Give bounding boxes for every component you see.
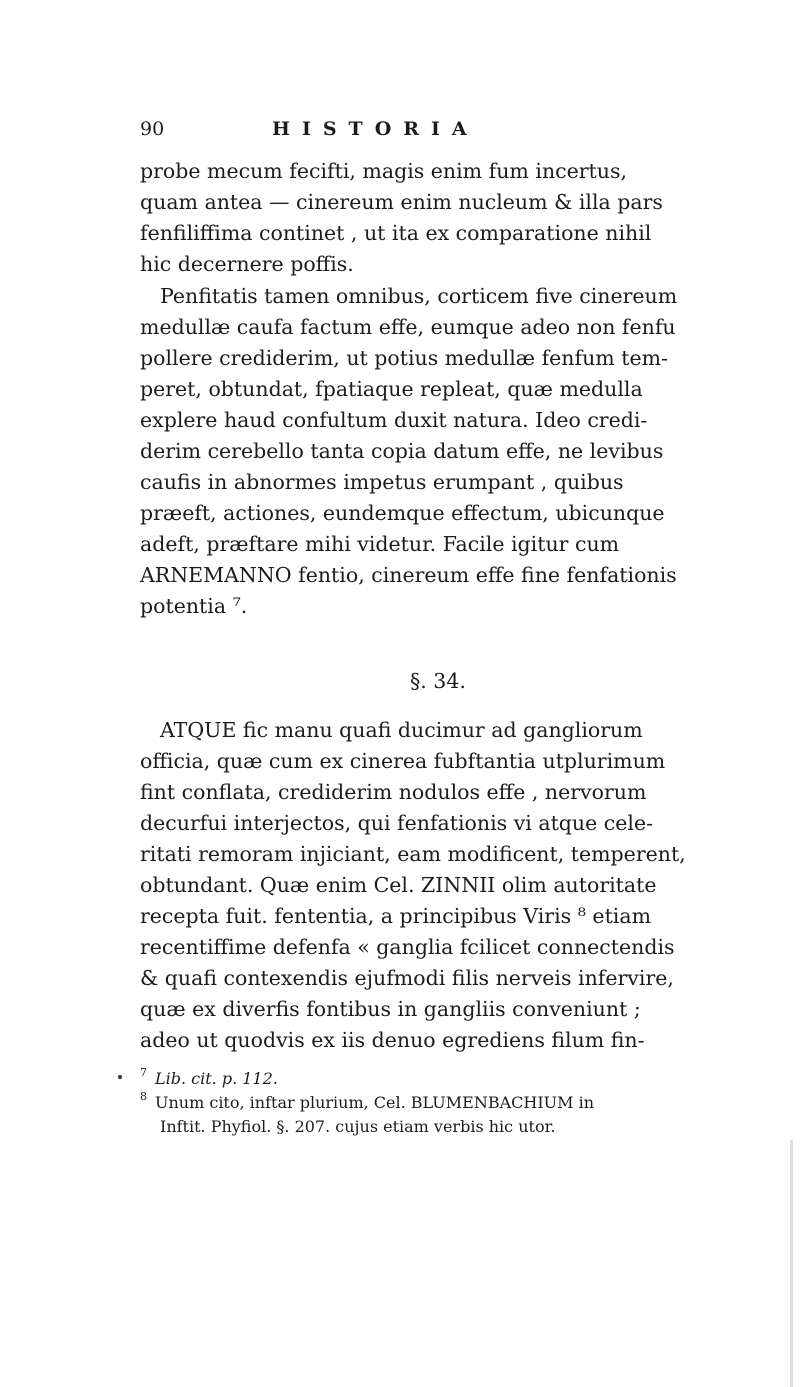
text-line: ATQUE fic manu quafi ducimur ad gangliorum: [160, 718, 643, 742]
text-line: quam antea — cinereum enim nucleum & illa pars: [140, 190, 663, 214]
text-line: adeo ut quodvis ex iis denuo egrediens filum fin-: [140, 1028, 645, 1052]
text-line: probe mecum fecifti, magis enim fum incertus,: [140, 159, 628, 183]
footnote-8-continued: [160, 1116, 556, 1138]
page-header: [140, 118, 660, 148]
footnote-marker: 8: [140, 1090, 147, 1103]
text-line: fenfiliffima continet , ut ita ex comparatione nihil: [140, 221, 652, 245]
text-line: peret, obtundat, fpatiaque repleat, quæ medulla: [140, 377, 643, 401]
footnote-marker: 7: [140, 1066, 147, 1079]
text-line: pollere crediderim, ut potius medullæ fenfum tem-: [140, 346, 668, 370]
text-line: recepta fuit. fententia, a principibus Viris ⁸ etiam: [140, 904, 652, 928]
running-head: HISTORIA: [272, 118, 479, 140]
text-line: explere haud confultum duxit natura. Ideo credi-: [140, 408, 648, 432]
text-line: hic decernere poffis.: [140, 252, 354, 276]
section-heading: §. 34.: [410, 669, 466, 693]
text-line: caufis in abnormes impetus erumpant , quibus: [140, 470, 624, 494]
text-line: decurfui interjectos, qui fenfationis vi atque cele-: [140, 811, 654, 835]
text-line: quæ ex diverfis fontibus in gangliis conveniunt ;: [140, 997, 641, 1021]
text-line: & quafi contexendis ejufmodi filis nerveis infervire,: [140, 966, 674, 990]
text-line: adeft, præftare mihi videtur. Facile igitur cum: [140, 532, 620, 556]
text-line: recentiffime defenfa « ganglia fcilicet connectendis: [140, 935, 675, 959]
text-line: fint conflata, crediderim nodulos effe , nervorum: [140, 780, 647, 804]
page-number: 90: [140, 118, 165, 140]
footnote-text: Unum cito, inftar plurium, Cel. BLUMENBACHIUM in: [155, 1093, 595, 1112]
text-line: medullæ caufa factum effe, eumque adeo non fenfu: [140, 315, 676, 339]
text-line: Penfitatis tamen omnibus, corticem five cinereum: [160, 284, 678, 308]
footnote-text: Inftit. Phyfiol. §. 207. cujus etiam verbis hic utor.: [160, 1117, 556, 1136]
page-edge-shadow: [790, 1140, 793, 1387]
footnote-7: [140, 1068, 278, 1090]
margin-dot: [118, 1075, 122, 1079]
text-line: derim cerebello tanta copia datum effe, ne levibus: [140, 439, 664, 463]
text-line: officia, quæ cum ex cinerea fubftantia utplurimum: [140, 749, 666, 773]
text-line: ARNEMANNO fentio, cinereum effe fine fenfationis: [140, 563, 677, 587]
text-line: potentia ⁷.: [140, 594, 248, 618]
footnote-8: [140, 1092, 594, 1114]
text-line: præeft, actiones, eundemque effectum, ubicunque: [140, 501, 665, 525]
text-line: obtundant. Quæ enim Cel. ZINNII olim autoritate: [140, 873, 657, 897]
footnote-text: Lib. cit. p. 112.: [155, 1069, 278, 1088]
text-line: ritati remoram injiciant, eam modificent, temperent,: [140, 842, 686, 866]
